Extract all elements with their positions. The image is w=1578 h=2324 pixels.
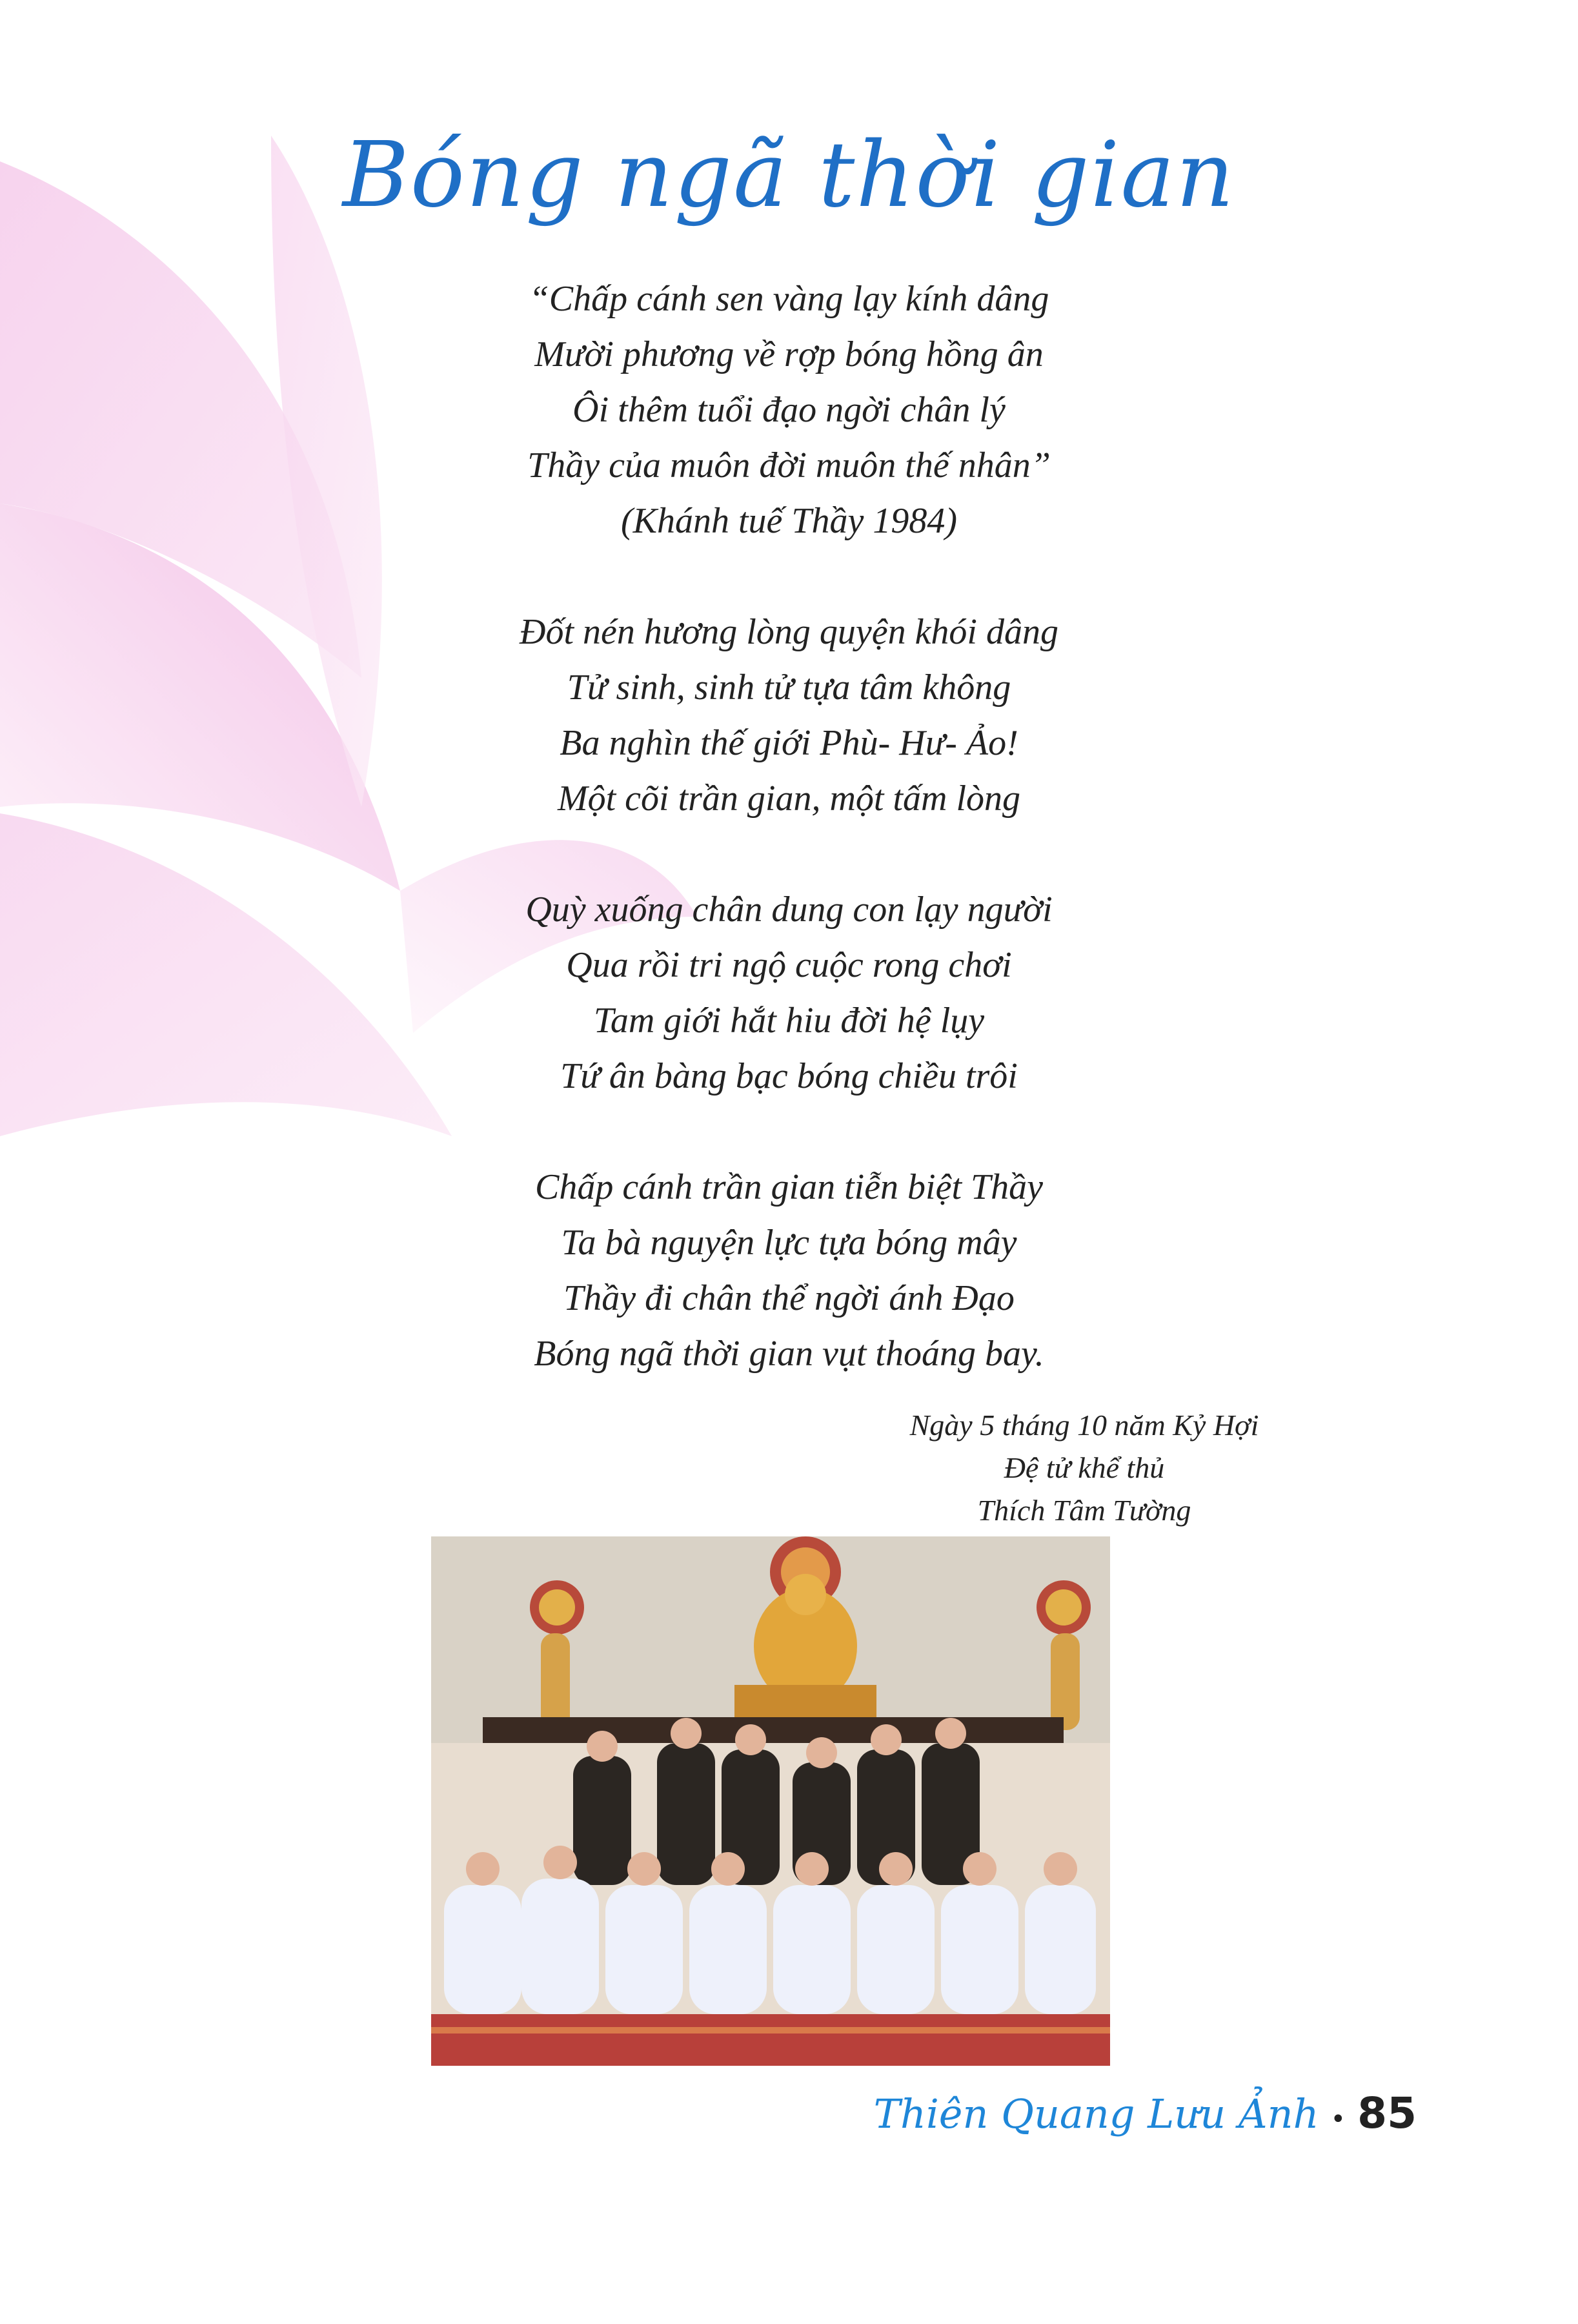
signature-block [891,1404,1278,1532]
poem-line: Thầy đi chân thể ngời ánh Đạo [563,1278,1015,1318]
signature-date: Ngày 5 tháng 10 năm Kỷ Hợi [909,1409,1259,1442]
poem-line: Ba nghìn thế giới Phù- Hư- Ảo! [560,723,1018,763]
signature-role: Đệ tử khể thủ [1004,1451,1165,1484]
poem-line: Tam giới hắt hiu đời hệ lụy [593,1001,985,1041]
poem-line: Qua rồi tri ngộ cuộc rong chơi [566,945,1012,985]
poem-line: Tứ ân bàng bạc bóng chiều trôi [560,1056,1018,1096]
poem-line: (Khánh tuế Thầy 1984) [620,501,958,541]
stanza [0,604,1578,826]
stanza [0,882,1578,1104]
signature-name: Thích Tâm Tường [977,1494,1191,1527]
poem-line: Chấp cánh trần gian tiễn biệt Thầy [534,1167,1044,1207]
poem-line: Một cõi trần gian, một tấm lòng [557,779,1021,819]
group-photo [431,1536,1110,2066]
poem-title: Bóng ngã thời gian [342,123,1236,228]
poem-line: Thầy của muôn đời muôn thế nhân” [527,445,1051,485]
poem-line: “Chấp cánh sen vàng lạy kính dâng [529,279,1049,319]
page-footer [874,2088,1417,2138]
footer-separator: • [1330,2105,1346,2134]
page-number: 85 [1357,2088,1417,2138]
stanza [0,271,1578,549]
poem-body [0,271,1578,1437]
publication-name: Thiên Quang Lưu Ảnh [873,2090,1319,2137]
stanza [0,1159,1578,1381]
poem-line: Đốt nén hương lòng quyện khói dâng [520,612,1058,652]
poem-line: Tử sinh, sinh tử tựa tâm không [567,668,1011,708]
poem-line: Quỳ xuống chân dung con lạy người [525,890,1053,930]
poem-line: Ta bà nguyện lực tựa bóng mây [561,1223,1017,1263]
poem-line: Ôi thêm tuổi đạo ngời chân lý [572,390,1006,430]
poem-line: Mười phương về rợp bóng hồng ân [534,334,1044,374]
poem-line: Bóng ngã thời gian vụt thoáng bay. [534,1334,1044,1374]
